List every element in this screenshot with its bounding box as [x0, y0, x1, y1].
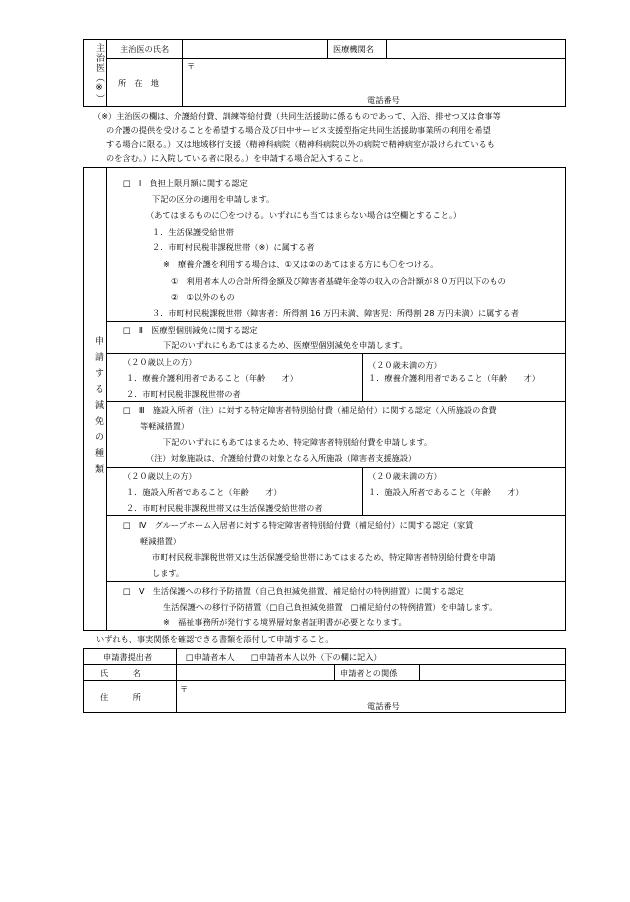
section-3-title-cont: 等軽減措置） [140, 421, 190, 431]
submitter-address-label: 住 所 [100, 692, 141, 702]
section-4-text: 市町村民税非課税世帯又は生活保護受給世帯にあてはまるため、特定障害者特別給付費を申請 [152, 552, 496, 562]
doctor-section-label: 主治医（※） [94, 42, 104, 104]
doctor-name-field[interactable] [184, 40, 325, 57]
section-3-text: （注）対象施設は、介護給付費の対象となる入所施設（障害者支援施設） [146, 453, 417, 463]
section-2-title[interactable]: □ Ⅱ 医療型個別減免に関する認定 [123, 325, 258, 335]
section-3-minor-item: １．施設入所者であること（年齢 才） [368, 487, 524, 497]
relation-field[interactable] [421, 665, 564, 679]
doctor-address-label: 所 在 地 [118, 78, 159, 88]
section-3-title[interactable]: □ Ⅲ 施設入所者（注）に対する特定障害者特別給付費（補足給付）に関する認定（入所施設の食費 [123, 405, 497, 415]
section-1-text: （あてはまるものに〇をつける。いずれにも当てはまらない場合は空欄とすること。） [146, 210, 462, 220]
section-2-text: 下記のいずれにもあてはまるため、医療型個別減免を申請します。 [163, 340, 408, 350]
section-4-title-cont: 軽減措置） [140, 536, 181, 546]
institution-label: 医療機関名 [333, 44, 374, 54]
section-5-text[interactable]: 生活保護への移行予防措置（□自己負担減免措置 □補足給付の特例措置）を申請します。 [163, 602, 498, 612]
reduction-side-label: 申請する減免の種類 [93, 336, 103, 480]
section-4-title[interactable]: □ Ⅳ グループホーム入居者に対する特定障害者特別給付費（補足給付）に関する認定（家賃 [123, 520, 474, 530]
section-1-text: ※ 療養介護を利用する場合は、①又は②のあてはまる方にも〇をつける。 [163, 259, 439, 269]
submitter-phone-label: 電話番号 [367, 701, 400, 711]
section-1-option[interactable]: １．生活保護受給世帯 [152, 227, 234, 237]
submitter-options[interactable]: □申請者本人 □申請者本人以外（下の欄に記入） [186, 652, 382, 662]
attach-note: いずれも、事実関係を確認できる書類を添付して申請すること。 [96, 634, 334, 644]
section-1-option[interactable]: ２．市町村民税非課税世帯（※）に属する者 [152, 242, 315, 252]
relation-label: 申請者との関係 [340, 668, 398, 678]
section-1-option[interactable]: ３．市町村民税課税世帯（障害者：所得割 16 万円未満、障害児：所得割 28 万円未満）に属する者 [152, 308, 519, 318]
section-2-minor-item: １．療養介護利用者であること（年齢 才） [368, 373, 540, 383]
note-line: （※）主治医の欄は、介護給付費、訓練等給付費（共同生活援助に係るものであって、入浴、排せつ又は食事等 [93, 111, 501, 121]
doctor-phone-label: 電話番号 [367, 95, 400, 105]
section-2-adult-item: ２．市町村民税非課税世帯の者 [126, 389, 241, 399]
section-2-adult-item: １．療養介護利用者であること（年齢 才） [126, 373, 298, 383]
section-2-minor-head: （２０歳未満の方） [368, 360, 442, 370]
section-3-adult-item: ２．市町村民税非課税世帯又は生活保護受給世帯の者 [126, 503, 323, 513]
doctor-postal-mark: 〒 [187, 61, 196, 71]
section-1-title[interactable]: □ Ⅰ 負担上限月額に関する認定 [123, 178, 248, 188]
note-line: のを含む。）に入院している者に限る。）を申請する場合記入すること。 [106, 153, 368, 163]
submitter-name-label: 氏 名 [100, 668, 141, 678]
note-line: する場合に限る。）又は地域移行支援（精神科病院（精神科病院以外の病院で精神病室が設けられているも [106, 139, 495, 149]
section-3-minor-head: （２０歳未満の方） [368, 471, 442, 481]
institution-field[interactable] [388, 40, 564, 57]
submitter-label: 申請書提出者 [103, 652, 153, 662]
section-1-text: 下記の区分の適用を申請します。 [152, 194, 275, 204]
submitter-name-field[interactable] [178, 665, 332, 679]
section-5-title[interactable]: □ Ⅴ 生活保護への移行予防措置（自己負担減免措置、補足給付の特例措置）に関する認定 [123, 586, 464, 596]
submitter-postal-mark: 〒 [180, 684, 189, 694]
section-3-text: 下記のいずれにもあてはまるため、特定障害者特別給付費を申請します。 [163, 437, 433, 447]
section-1-option[interactable]: ① 利用者本人の合計所得金額及び障害者基礎年金等の収入の合計額が８０万円以下のもの [171, 276, 506, 286]
section-5-text: ※ 福祉事務所が発行する境界層対象者証明書が必要となります。 [163, 617, 407, 627]
section-3-adult-item: １．施設入所者であること（年齢 才） [126, 487, 282, 497]
section-1-option[interactable]: ② ①以外のもの [171, 292, 235, 302]
section-2-adult-head: （２０歳以上の方） [123, 357, 197, 367]
doctor-name-label: 主治医の氏名 [120, 44, 170, 54]
note-line: の介護の提供を受けることを希望する場合及び日中サービス支援型指定共同生活援助事業所の利用を希望 [106, 125, 491, 135]
section-3-adult-head: （２０歳以上の方） [123, 471, 197, 481]
section-4-text: します。 [152, 568, 185, 578]
